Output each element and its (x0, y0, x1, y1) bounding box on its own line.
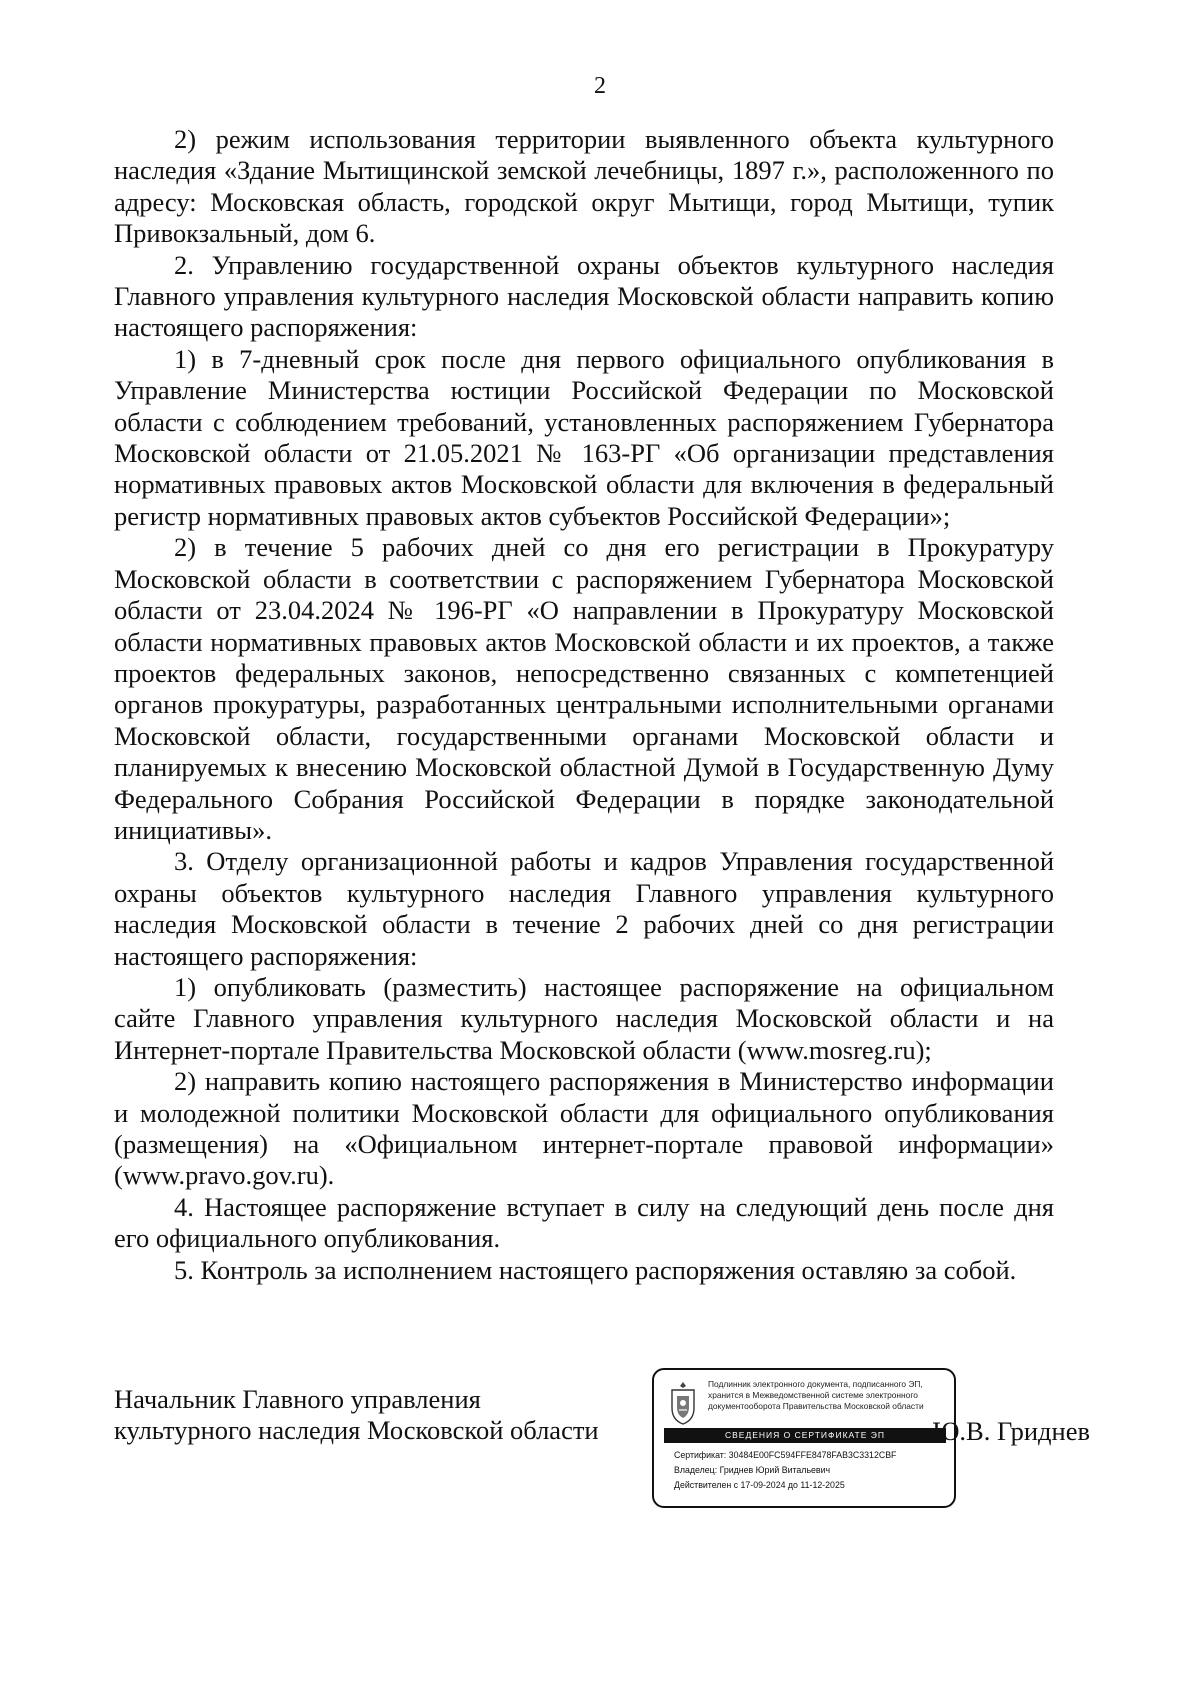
paragraph-item-5: 5. Контроль за исполнением настоящего распоряжения оставляю за собой. (174, 1254, 1017, 1285)
page-number: 2 (594, 73, 606, 99)
signatory-name: Ю.В. Гриднев (932, 1416, 1090, 1446)
electronic-signature-stamp (652, 1368, 956, 1508)
stamp-validity: Действителен с 17-09-2024 до 11-12-2025 (674, 1480, 845, 1490)
paragraph-item-2-1: 1) в 7-дневный срок после дня первого официального опубликования в Управление Министерства юстиции Российской Федерации по Московской области с соблюдением требований, установленных распоряжением Губернатора Московской области от 21.05.2021 № 163-РГ «Об организации представления нормативных правовых актов Московской области для включения в федеральный регистр нормативных правовых актов субъектов Российской Федерации»; (114, 343, 1054, 531)
paragraph-item-2: 2. Управлению государственной охраны объектов культурного наследия Главного управления культурного наследия Московской области направить копию настоящего распоряжения: (114, 249, 1054, 343)
signatory-position-line-1: Начальник Главного управления (114, 1384, 481, 1414)
paragraph-regime: 2) режим использования территории выявленного объекта культурного наследия «Здание Мытищинской земской лечебницы, 1897 г.», расположенного по адресу: Московская область, городской округ Мытищи, город Мытищи, тупик Привокзальный, дом 6. (114, 124, 1054, 249)
document-body (114, 124, 1054, 1286)
paragraph-item-3: 3. Отделу организационной работы и кадров Управления государственной охраны объектов культурного наследия Главного управления культурного наследия Московской области в течение 2 рабочих дней со дня регистрации настоящего распоряжения: (114, 846, 1054, 971)
coat-of-arms-icon (668, 1380, 698, 1426)
stamp-certificate: Сертификат: 30484E00FC594FFE8478FAB3C3312CBF (674, 1450, 897, 1460)
signatory-position-line-2: культурного наследия Московской области (114, 1415, 599, 1446)
stamp-note: Подлинник электронного документа, подписанного ЭП, хранится в Межведомственной системе электронного документооборота Правительства Московской области (708, 1379, 924, 1411)
paragraph-item-2-2: 2) в течение 5 рабочих дней со дня его регистрации в Прокуратуру Московской области в соответствии с распоряжением Губернатора Московской области от 23.04.2024 № 196-РГ «О направлении в Прокуратуру Московской области нормативных правовых актов Московской области и их проектов, а также проектов федеральных законов, непосредственно связанных с компетенцией органов прокуратуры, разработанных центральными исполнительными органами Московской области, государственными органами Московской области и планируемых к внесению Московской областной Думой в Государственную Думу Федерального Собрания Российской Федерации в порядке законодательной инициативы». (114, 532, 1054, 845)
paragraph-item-3-1: 1) опубликовать (разместить) настоящее распоряжение на официальном сайте Главного управления культурного наследия Московской области и на Интернет-портале Правительства Московской области (www.mosreg.ru); (114, 971, 1054, 1065)
stamp-header: СВЕДЕНИЯ О СЕРТИФИКАТЕ ЭП (664, 1428, 946, 1443)
paragraph-item-3-2: 2) направить копию настоящего распоряжения в Министерство информации и молодежной политики Московской области для официального опубликования (размещения) на «Официальном интернет-портале правовой информации» (www.pravo.gov.ru). (114, 1066, 1054, 1191)
signatory-position (114, 1384, 599, 1447)
stamp-owner: Владелец: Гриднев Юрий Витальевич (674, 1465, 831, 1475)
paragraph-item-4: 4. Настоящее распоряжение вступает в силу на следующий день после дня его официального опубликования. (114, 1191, 1054, 1254)
